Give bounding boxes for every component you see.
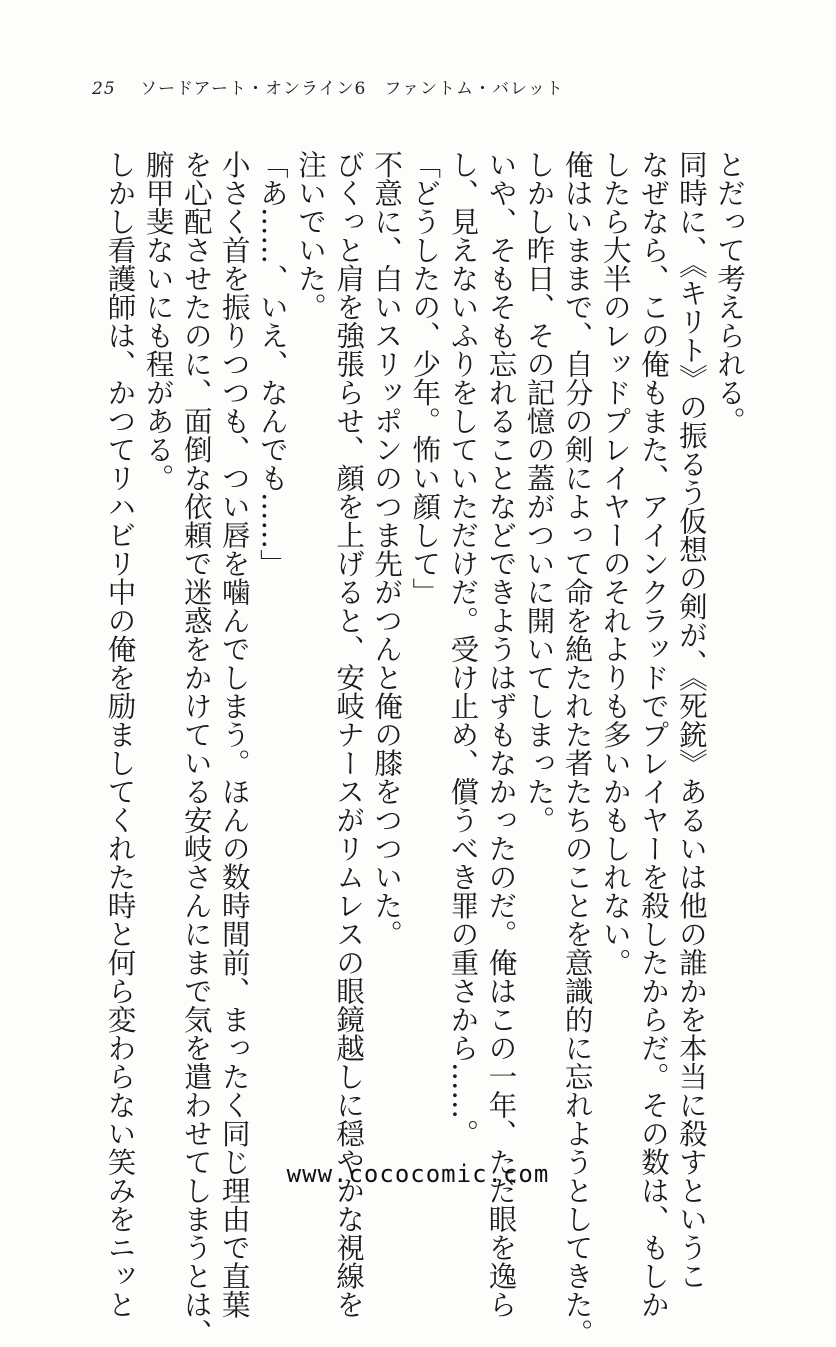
text-line: を心配させたのに、面倒な依頼で迷惑をかけている安岐さんにまで気を遣わせてしまうとは、 [179, 150, 213, 1347]
text-line: 俺はいままで、自分の剣によって命を絶たれた者たちのことを意識的に忘れようとしてきた。 [560, 150, 594, 1347]
page-number: 25 [92, 79, 116, 99]
text-line: 「あ……、いえ、なんでも……」 [255, 150, 289, 578]
text-line: 「どうしたの、少年。怖い顔して」 [408, 150, 442, 606]
page-header [92, 74, 564, 99]
running-title: ソードアート・オンライン6 ファントム・バレット [140, 79, 564, 99]
text-line: 注いでいた。 [293, 150, 327, 321]
watermark-url: www.cococomic.com [286, 1160, 550, 1188]
text-line: いや、そもそも忘れることなどできようはずもなかったのだ。俺はこの一年、ただ眼を逸ら [484, 150, 518, 1319]
text-line: 腑甲斐ないにも程がある。 [141, 150, 175, 492]
text-line: 小さく首を振りつつも、つい唇を噛んでしまう。ほんの数時間前、まったく同じ理由で直葉 [217, 150, 251, 1319]
text-line: しかし看護師は、かつてリハビリ中の俺を励ましてくれた時と何ら変わらない笑みをニッと [103, 150, 137, 1319]
text-line: びくっと肩を強張らせ、顔を上げると、安岐ナースがリムレスの眼鏡越しに穏やかな視線を [332, 150, 366, 1319]
text-line: とだって考えられる。 [713, 150, 746, 435]
text-line: したら大半のレッドプレイヤーのそれよりも多いかもしれない。 [598, 150, 632, 977]
text-line: しかし昨日、その記憶の蓋がついに開いてしまった。 [522, 150, 556, 834]
text-line: 同時に、《キリト》の振るう仮想の剣が、《死銃》あるいは他の誰かを本当に殺すというこ [674, 150, 708, 1290]
text-line: し、見えないふりをしていただけだ。受け止め、償うべき罪の重さから……。 [446, 150, 480, 1148]
text-line: 不意に、白いスリッポンのつま先がつんと俺の膝をつついた。 [370, 150, 404, 948]
text-line: なぜなら、この俺もまた、アインクラッドでプレイヤーを殺したからだ。その数は、もしか [636, 150, 670, 1319]
